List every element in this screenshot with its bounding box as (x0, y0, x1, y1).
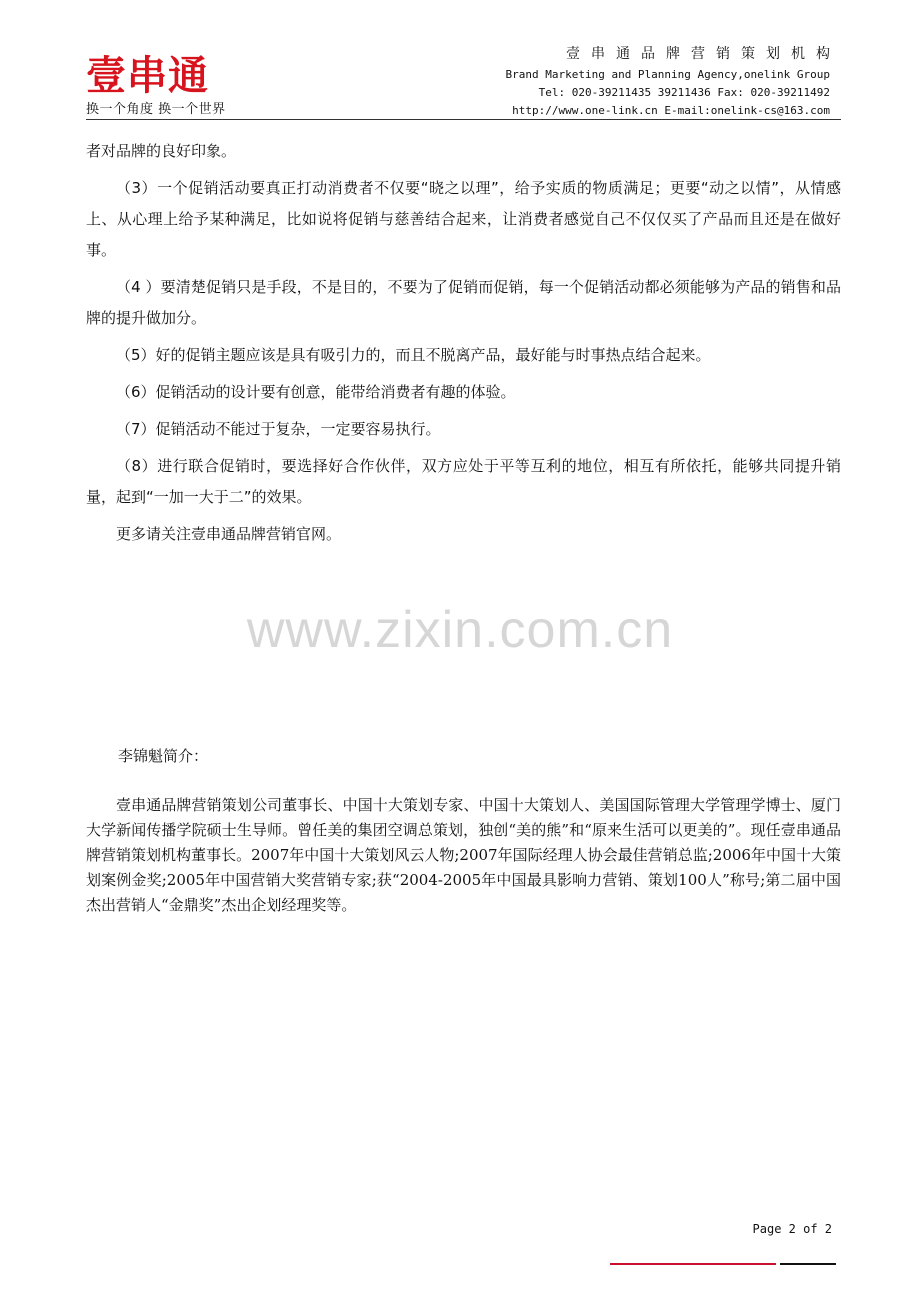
logo-slogan: 换一个角度 换一个世界 (86, 102, 226, 117)
logo-text: 壹串通 (86, 53, 209, 99)
company-logo (86, 52, 246, 117)
company-contact-phone: Tel: 020-39211435 39211436 Fax: 020-39211492 (538, 86, 830, 99)
paragraph-point-3: （3）一个促销活动要真正打动消费者不仅要“晓之以理”，给予实质的物质满足；更要“动之以情”，从情感上、从心理上给予某种满足，比如说将促销与慈善结合起来，让消费者感觉自己不仅仅买了产品而且还是在做好事。 (86, 179, 841, 259)
header-divider (86, 119, 841, 120)
paragraph-more-info: 更多请关注壹串通品牌营销官网。 (116, 525, 342, 543)
footer-rule-black (780, 1263, 836, 1265)
company-contact-web: http://www.one-link.cn E-mail:onelink-cs@163.com (512, 104, 830, 117)
page-number: Page 2 of 2 (752, 1222, 832, 1236)
paragraph-point-8: （8）进行联合促销时，要选择好合作伙伴，双方应处于平等互利的地位，相互有所依托，能够共同提升销量，起到“一加一大于二”的效果。 (86, 457, 841, 506)
watermark-text: www.zixin.com.cn (246, 601, 674, 659)
footer-rule-red (610, 1263, 776, 1265)
bio-heading: 李锦魁简介： (118, 747, 209, 765)
paragraph-point-7: （7）促销活动不能过于复杂，一定要容易执行。 (116, 420, 441, 438)
bio-text: 壹串通品牌营销策划公司董事长、中国十大策划专家、中国十大策划人、美国国际管理大学管理学博士、厦门大学新闻传播学院硕士生导师。曾任美的集团空调总策划，独创“美的熊”和“原来生活可以更美的”。现任壹串通品牌营销策划机构董事长。2007年中国十大策划风云人物;2007年国际经理人协会最佳营销总监;2006年中国十大策划案例金奖;2005年中国营销大奖营销专家;获“2004-2005年中国最具影响力营销、策划100人”称号;第二届中国杰出营销人“金鼎奖”杰出企划经理奖等。 (86, 796, 841, 914)
company-info (410, 44, 841, 120)
paragraph-continuation: 者对品牌的良好印象。 (86, 142, 237, 160)
company-name-cn: 壹串通品牌营销策划机构 (566, 46, 841, 62)
paragraph-point-5: （5）好的促销主题应该是具有吸引力的，而且不脱离产品，最好能与时事热点结合起来。 (116, 346, 711, 364)
company-name-en: Brand Marketing and Planning Agency,onelink Group (505, 68, 830, 81)
paragraph-point-4: （4 ）要清楚促销只是手段，不是目的，不要为了促销而促销，每一个促销活动都必须能够为产品的销售和品牌的提升做加分。 (86, 278, 841, 327)
paragraph-point-6: （6）促销活动的设计要有创意，能带给消费者有趣的体验。 (116, 383, 516, 401)
document-body (86, 136, 841, 556)
